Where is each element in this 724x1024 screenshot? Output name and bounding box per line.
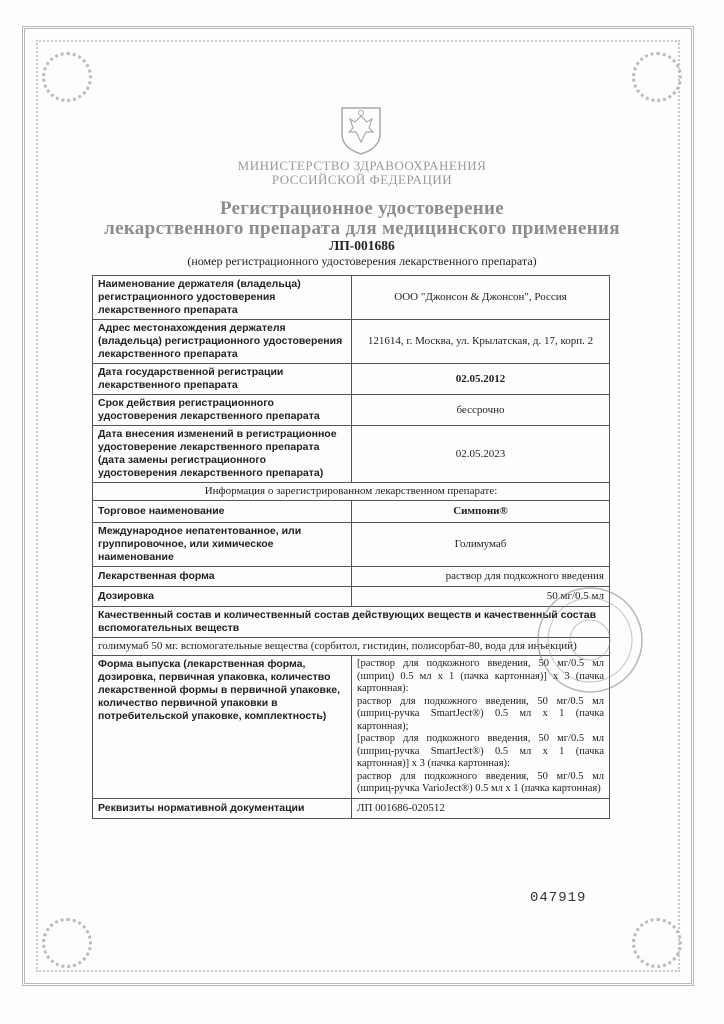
- holder-label: Наименование держателя (владельца) регистрационного удостоверения лекарственного препарата: [93, 276, 352, 320]
- release-form-item: раствор для подкожного введения, 50 мг/0.5 мл (шприц-ручка SmartJect®) 0.5 мл х 1 (пачка картонная);: [357, 695, 604, 732]
- release-form-item: [раствор для подкожного введения, 50 мг/0.5 мл (шприц) 0.5 мл х 1 (пачка картонная)] х 3 (пачка картонная):: [357, 658, 604, 694]
- trade-name-value: Симпони®: [352, 501, 610, 523]
- composition-label: Качественный состав и количественный состав действующих веществ и качественный состав вспомогательных веществ: [93, 607, 610, 638]
- corner-ornament-top-left: [42, 52, 92, 102]
- inn-value: Голимумаб: [352, 523, 610, 567]
- release-form-label: Форма выпуска (лекарственная форма, дозировка, первичная упаковка, количество лекарственной формы в первичной упаковке, количество первичной упаковки в потребительской упаковке, комплектность): [93, 656, 352, 799]
- table-row: [93, 567, 610, 587]
- reg-date-label: Дата государственной регистрации лекарственного препарата: [93, 364, 352, 395]
- norm-doc-label: Реквизиты нормативной документации: [93, 798, 352, 818]
- changes-value: 02.05.2023: [352, 426, 610, 483]
- holder-value: ООО "Джонсон & Джонсон", Россия: [352, 276, 610, 320]
- table-row: [93, 587, 610, 607]
- table-row: [93, 395, 610, 426]
- validity-label: Срок действия регистрационного удостоверения лекарственного препарата: [93, 395, 352, 426]
- coat-of-arms-emblem-icon: [336, 104, 386, 156]
- norm-doc-value: ЛП 001686-020512: [352, 798, 610, 818]
- document-title-line-2: лекарственного препарата для медицинского применения: [104, 218, 620, 239]
- registration-number: ЛП-001686: [329, 238, 395, 253]
- trade-name-label: Торговое наименование: [93, 501, 352, 523]
- inn-label: Международное непатентованное, или группировочное, или химическое наименование: [93, 523, 352, 567]
- certificate-table: [92, 275, 610, 819]
- table-row: [93, 638, 610, 656]
- release-form-item: раствор для подкожного введения, 50 мг/0.5 мл (шприц-ручка VarioJect®) 0.5 мл х 1 (пачка картонная): [357, 770, 604, 794]
- table-row: [93, 364, 610, 395]
- dosage-label: Дозировка: [93, 587, 352, 607]
- table-row: [93, 320, 610, 364]
- table-row: [93, 607, 610, 638]
- registration-number-caption: (номер регистрационного удостоверения лекарственного препарата): [187, 254, 537, 268]
- table-row: [93, 656, 610, 799]
- dosage-form-value: раствор для подкожного введения: [352, 567, 610, 587]
- reg-date-value: 02.05.2012: [352, 364, 610, 395]
- address-value: 121614, г. Москва, ул. Крылатская, д. 17, корп. 2: [352, 320, 610, 364]
- release-form-item: [раствор для подкожного введения, 50 мг/0.5 мл (шприц-ручка SmartJect®) 0.5 мл х 1 (пачка картонная)] х 3 (пачка картонная):: [357, 733, 604, 769]
- official-stamp-icon: [535, 585, 645, 695]
- table-row: [93, 523, 610, 567]
- changes-label: Дата внесения изменений в регистрационное удостоверение лекарственного препарата (дата замены регистрационного удостоверения лекарственного препарата): [93, 426, 352, 483]
- dosage-value: 50 мг/0.5 мл: [352, 587, 610, 607]
- table-row: [93, 426, 610, 483]
- corner-ornament-bottom-right: [632, 918, 682, 968]
- ministry-line-1: МИНИСТЕРСТВО ЗДРАВООХРАНЕНИЯ: [237, 158, 487, 173]
- corner-ornament-bottom-left: [42, 918, 92, 968]
- table-row: [93, 798, 610, 818]
- table-row: [93, 276, 610, 320]
- address-label: Адрес местонахождения держателя (владельца) регистрационного удостоверения лекарственного препарата: [93, 320, 352, 364]
- corner-ornament-top-right: [632, 52, 682, 102]
- dosage-form-label: Лекарственная форма: [93, 567, 352, 587]
- serial-number: 047919: [530, 890, 587, 906]
- table-row: [93, 501, 610, 523]
- table-row: [93, 483, 610, 501]
- composition-value: голимумаб 50 мг. вспомогательные вещества (сорбитол, гистидин, полисорбат-80, вода для инъекций): [93, 638, 610, 656]
- ministry-line-2: РОССИЙСКОЙ ФЕДЕРАЦИИ: [271, 172, 453, 187]
- document-title-line-1: Регистрационное удостоверение: [219, 198, 505, 219]
- info-heading: Информация о зарегистрированном лекарственном препарате:: [93, 483, 610, 501]
- validity-value: бессрочно: [352, 395, 610, 426]
